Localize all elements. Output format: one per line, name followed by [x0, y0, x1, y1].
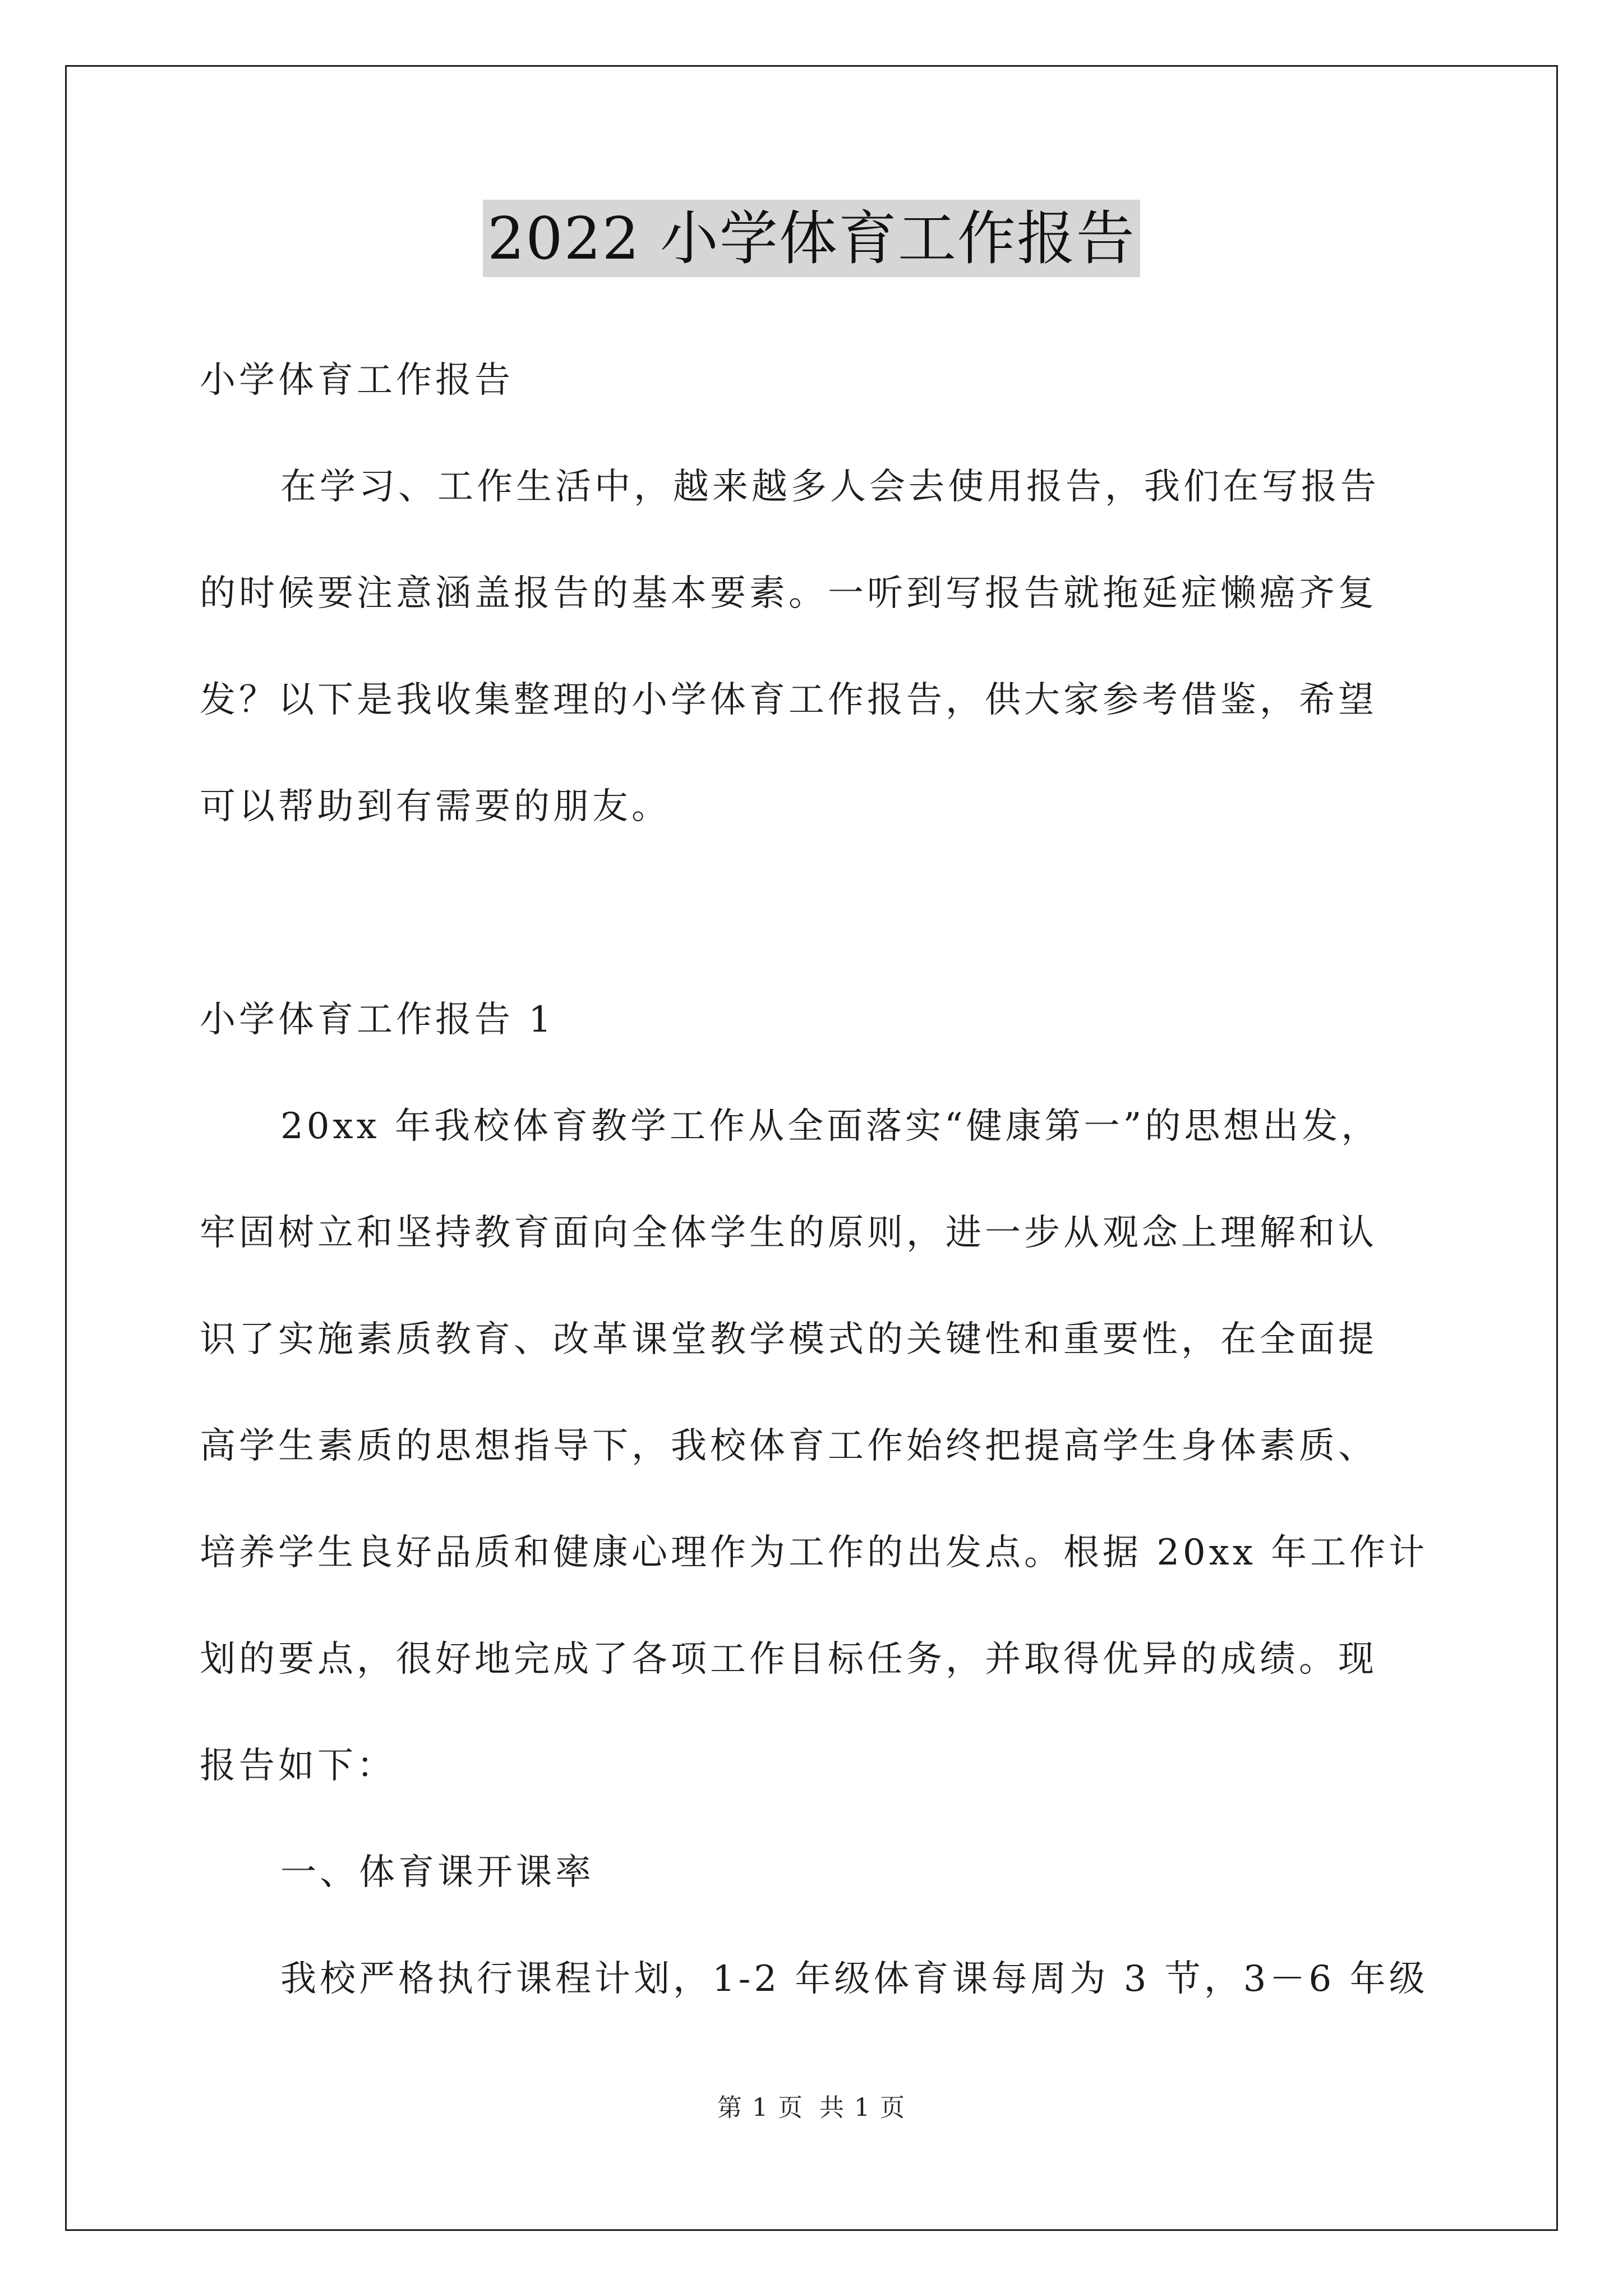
paragraph-line: 20xx 年我校体育教学工作从全面落实“健康第一”的思想出发，	[280, 1106, 1381, 1147]
paragraph-line: 报告如下：	[200, 1745, 396, 1787]
title-container	[0, 200, 1623, 277]
intro-line-1: 在学习、工作生活中，越来越多人会去使用报告，我们在写报告	[280, 466, 1380, 508]
item-text: 我校严格执行课程计划，1-2 年级体育课每周为 3 节，3－6 年级	[280, 1958, 1428, 2000]
item-heading: 一、体育课开课率	[280, 1852, 594, 1893]
paragraph-line: 识了实施素质教育、改革课堂教学模式的关键性和重要性，在全面提	[200, 1319, 1377, 1360]
page-footer	[0, 2092, 1623, 2124]
intro-line-2: 的时候要注意涵盖报告的基本要素。一听到写报告就拖延症懒癌齐复	[200, 573, 1377, 614]
page-number: 第 1 页	[717, 2093, 804, 2122]
page-total: 共 1 页	[819, 2093, 906, 2122]
paragraph-line: 高学生素质的思想指导下，我校体育工作始终把提高学生身体素质、	[200, 1425, 1377, 1467]
intro-line-4: 可以帮助到有需要的朋友。	[200, 786, 671, 827]
paragraph-line: 牢固树立和坚持教育面向全体学生的原则，进一步从观念上理解和认	[200, 1212, 1377, 1254]
subtitle: 小学体育工作报告	[200, 360, 514, 401]
paragraph-line: 培养学生良好品质和健康心理作为工作的出发点。根据 20xx 年工作计	[200, 1532, 1428, 1573]
paragraph-line: 划的要点，很好地完成了各项工作目标任务，并取得优异的成绩。现	[200, 1639, 1377, 1680]
document-title: 2022 小学体育工作报告	[483, 200, 1140, 277]
section-heading: 小学体育工作报告 1	[200, 999, 555, 1041]
intro-line-3: 发？以下是我收集整理的小学体育工作报告，供大家参考借鉴，希望	[200, 679, 1377, 721]
